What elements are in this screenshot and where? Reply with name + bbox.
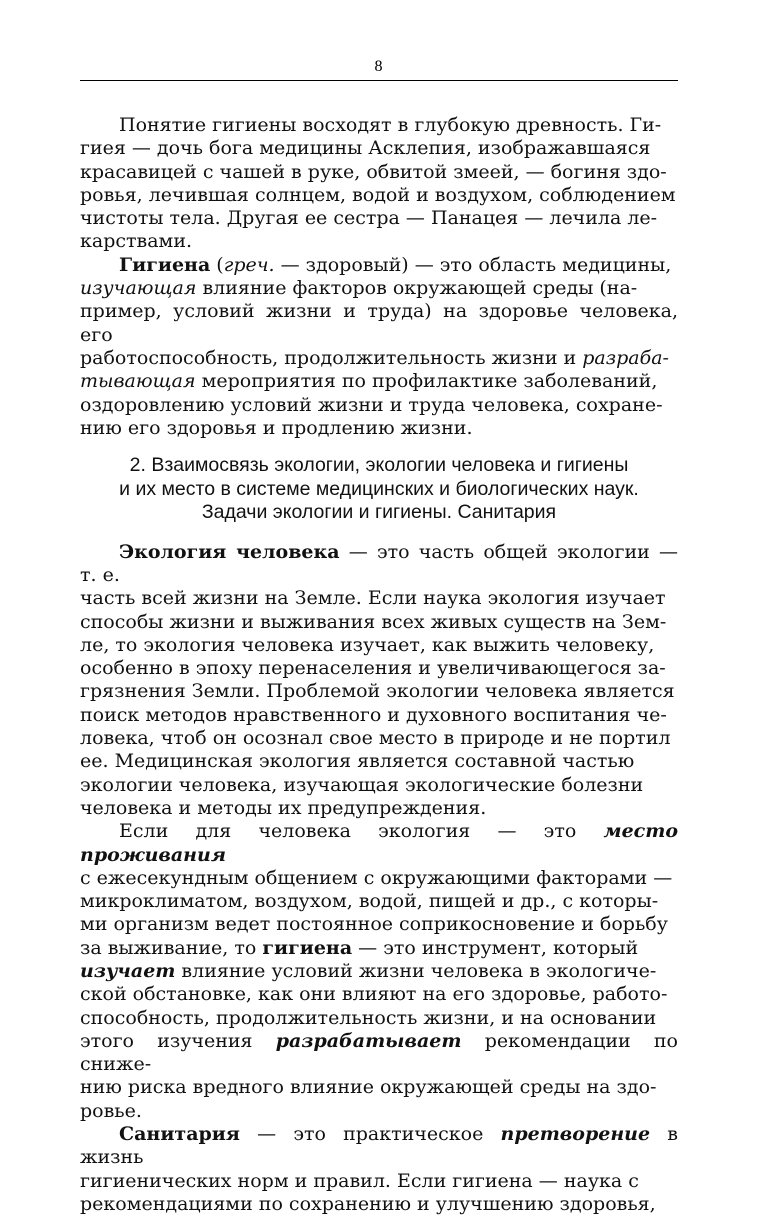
greek-abbrev: греч. (223, 253, 275, 276)
term-hygiene: Гигиена (119, 253, 211, 276)
emphasis-studies: изучает (80, 960, 176, 982)
paragraph-hygiene-definition: Гигиена (греч. — здоровый) — это область медицины, изучающая влияние факторов окружающей среды (на- пример, условий жизни и труда) на здоровье человека, его работоспособность, продолжительность жизни и разраба- тывающая мероприятия по профилактике заболеваний, оздоровлению условий жизни и труда человека, сохране- нию его здоровья и продлению жизни. (80, 253, 678, 439)
header-rule (80, 80, 678, 81)
emphasis-develops: разрабатывает (275, 1029, 462, 1052)
page-number: 8 (374, 58, 383, 75)
emphasis-developing: разраба- тывающая (80, 346, 669, 393)
body-text (80, 114, 678, 1216)
term-hygiene-2: гигиена (262, 936, 353, 959)
paragraph-hygiene-history: Понятие гигиены восходят в глубокую древность. Ги- гиея — дочь бога медицины Асклепия, изображавшаяся красавицей с чашей в руке, обвитой змеей, — богиня здо- ровья, лечившая солнцем, водой и воздухом, соблюдением чистоты тела. Другая ее сестра — Панацея — лечила ле- карствами. (80, 114, 676, 253)
term-sanitation: Санитария (119, 1123, 240, 1146)
section-heading: 2. Взаимосвязь экологии, экологии человека и гигиены и их место в системе медицинских и биологических наук. Задачи экологии и гигиены. Санитария (119, 454, 639, 524)
emphasis-implementation: претворение (500, 1123, 651, 1146)
emphasis-place-of-residence: место проживания (80, 820, 678, 866)
emphasis-studying: изучающая (80, 277, 197, 300)
paragraph-human-ecology: Экология человека — это часть общей экологии — т. е. часть всей жизни на Земле. Если наука экология изучает способы жизни и выживания всех живых существ на Зем- ле, то экология человека изучает, как выжить человеку, особенно в эпоху перенаселения и увеличивающегося за- грязнения Земли. Проблемой экологии человека является поиск методов нравственного и духовного воспитания че- ловека, чтоб он осознал свое место в природе и не портил ее. Медицинская экология является составной частью экологии человека, изучающая экологические болезни человека и методы их предупреждения. (80, 540, 678, 819)
paragraph-sanitation: Санитария — это практическое претворение в жизнь гигиенических норм и правил. Если гигиена — наука с рекомендациями по сохранению и улучшению здоровья, (80, 1123, 678, 1215)
paragraph-ecology-vs-hygiene: Если для человека экология — это место проживания с ежесекундным общением с окружающими факторами — микроклиматом, воздухом, водой, пищей и др., с которы- ми организм ведет постоянное соприкосновение и борьбу за выживание, то гигиена — это инструмент, который изучает влияние условий жизни человека в экологиче- ской обстановке, как они влияют на его здоровье, работо- способность, продолжительность жизни, и на основании этого изучения разрабатывает рекомендации по сниже- нию риска вредного влияние окружающей среды на здо- ровье. (80, 820, 678, 1122)
term-human-ecology: Экология человека (119, 540, 340, 563)
